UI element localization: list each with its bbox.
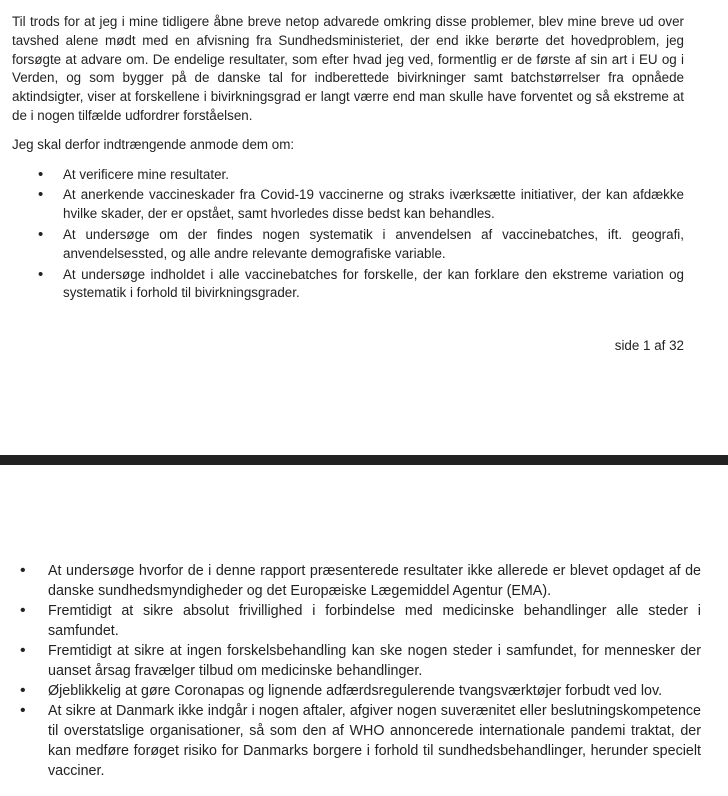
list-item: • Fremtidigt at sikre at ingen forskelsbehandling kan ske nogen steder i samfundet, for mennesker der uanset årsag fravælger tilbud om medicinske behandlinger. — [20, 641, 701, 681]
document-page-2 — [0, 465, 728, 796]
request-list-continued — [20, 561, 701, 781]
list-item: • At undersøge om der findes nogen systematik i anvendelsen af vaccinebatches, ift. geografi, anvendelsessted, og alle andre relevante demografiske variable. — [38, 226, 684, 264]
request-intro: Jeg skal derfor indtrængende anmode dem om: — [12, 136, 295, 152]
page-divider — [0, 455, 728, 465]
list-item: • At verificere mine resultater. — [38, 166, 684, 185]
page-number: side 1 af 32 — [614, 338, 684, 353]
list-item: • At sikre at Danmark ikke indgår i nogen aftaler, afgiver nogen suverænitet eller beslutningskompetence til overstatslige organisationer, så som den af WHO annoncerede internationale pandemi traktat, der kan medføre forøget risiko for Danmarks borgere i forhold til sundhedsbehandlinger, herunder specielt vacciner. — [20, 701, 701, 781]
list-item: • Øjeblikkelig at gøre Coronapas og lignende adfærdsregulerende tvangsværktøjer forbudt ved lov. — [20, 681, 701, 701]
list-item: • At undersøge indholdet i alle vaccinebatches for forskelle, der kan forklare den ekstreme variation og systematik i forhold til bivirkningsgrader. — [38, 266, 684, 304]
list-item: • Fremtidigt at sikre absolut frivillighed i forbindelse med medicinske behandlinger alle steder i samfundet. — [20, 601, 701, 641]
page-1-body — [12, 13, 684, 305]
list-item: • At anerkende vaccineskader fra Covid-19 vaccinerne og straks iværksætte initiativer, der kan afdække hvilke skader, der er opstået, samt hvorledes disse bedst kan behandles. — [38, 186, 684, 224]
request-list — [12, 166, 684, 304]
body-paragraph: Til trods for at jeg i mine tidligere åbne breve netop advarede omkring disse problemer, blev mine breve ud over tavshed alene mødt med en afvisning fra Sundhedsministeriet, der end ikke berørte det hovedproblem, jeg forsøgte at advare om. De endelige resultater, som efter hvad jeg ved, formentlig er de første af sin art i EU og i Verden, og som bygger på de danske tal for indberettede bivirkninger samt batchstørrelser fra opnåede aktindsigter, viser at forskellene i bivirkningsgrad er langt værre end man skulle have forventet og så ekstreme at de i nogen tilfælde udfordrer forståelsen. — [12, 14, 684, 123]
list-item: • At undersøge hvorfor de i denne rapport præsenterede resultater ikke allerede er blevet opdaget af de danske sundhedsmyndigheder og det Europæiske Lægemiddel Agentur (EMA). — [20, 561, 701, 601]
